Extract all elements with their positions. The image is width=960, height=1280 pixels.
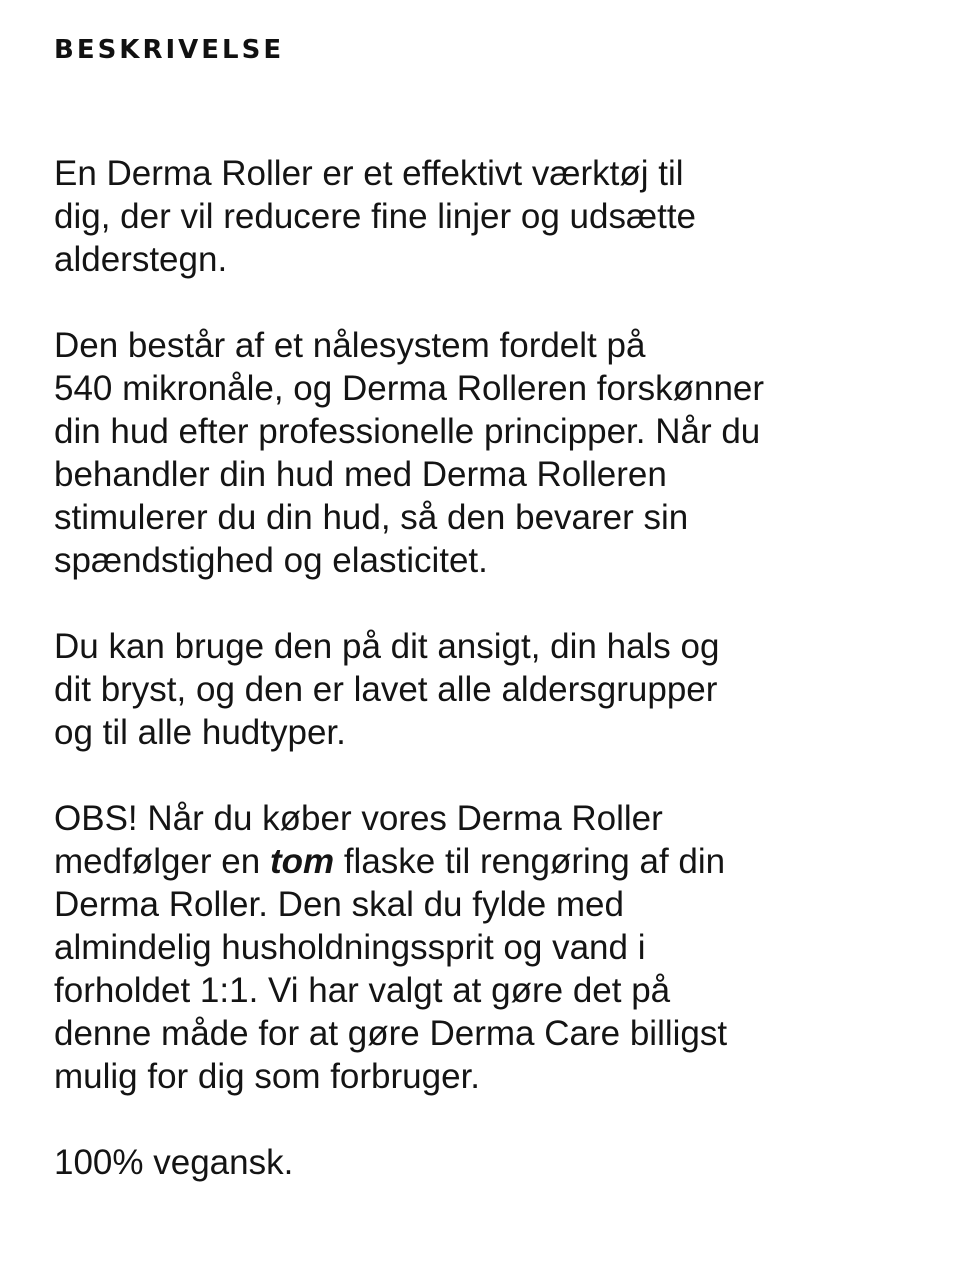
paragraph-vegan xyxy=(54,1141,914,1184)
text-fragment: medfølger en xyxy=(54,842,270,881)
text-line: behandler din hud med Derma Rolleren xyxy=(54,455,667,494)
text-fragment: flaske til rengøring af din xyxy=(334,842,726,881)
text-line: Derma Roller. Den skal du fylde med xyxy=(54,885,624,924)
text-line: spændstighed og elasticitet. xyxy=(54,541,488,580)
section-heading: BESKRIVELSE xyxy=(54,35,285,65)
text-line: alderstegn. xyxy=(54,240,228,279)
text-line: 540 mikronåle, og Derma Rolleren forskønner xyxy=(54,369,765,408)
text-line: forholdet 1:1. Vi har valgt at gøre det på xyxy=(54,971,671,1010)
text-line: denne måde for at gøre Derma Care billigst xyxy=(54,1014,728,1053)
paragraph-details xyxy=(54,324,914,582)
text-line: Du kan bruge den på dit ansigt, din hals og xyxy=(54,627,720,666)
text-line: stimulerer du din hud, så den bevarer sin xyxy=(54,498,689,537)
text-line: 100% vegansk. xyxy=(54,1143,294,1182)
text-line-with-emphasis xyxy=(54,840,914,883)
emphasized-word: tom xyxy=(269,842,335,881)
text-line: og til alle hudtyper. xyxy=(54,713,346,752)
text-line: dit bryst, og den er lavet alle aldersgrupper xyxy=(54,670,718,709)
paragraph-note xyxy=(54,797,914,1098)
description-body xyxy=(54,152,914,1227)
text-line: mulig for dig som forbruger. xyxy=(54,1057,481,1096)
text-line: dig, der vil reducere fine linjer og udsætte xyxy=(54,197,697,236)
paragraph-intro xyxy=(54,152,914,281)
text-line: almindelig husholdningssprit og vand i xyxy=(54,928,646,967)
paragraph-usage xyxy=(54,625,914,754)
text-line: Den består af et nålesystem fordelt på xyxy=(54,326,646,365)
text-line: En Derma Roller er et effektivt værktøj til xyxy=(54,154,684,193)
text-line: din hud efter professionelle principper. Når du xyxy=(54,412,761,451)
text-line: OBS! Når du køber vores Derma Roller xyxy=(54,799,663,838)
